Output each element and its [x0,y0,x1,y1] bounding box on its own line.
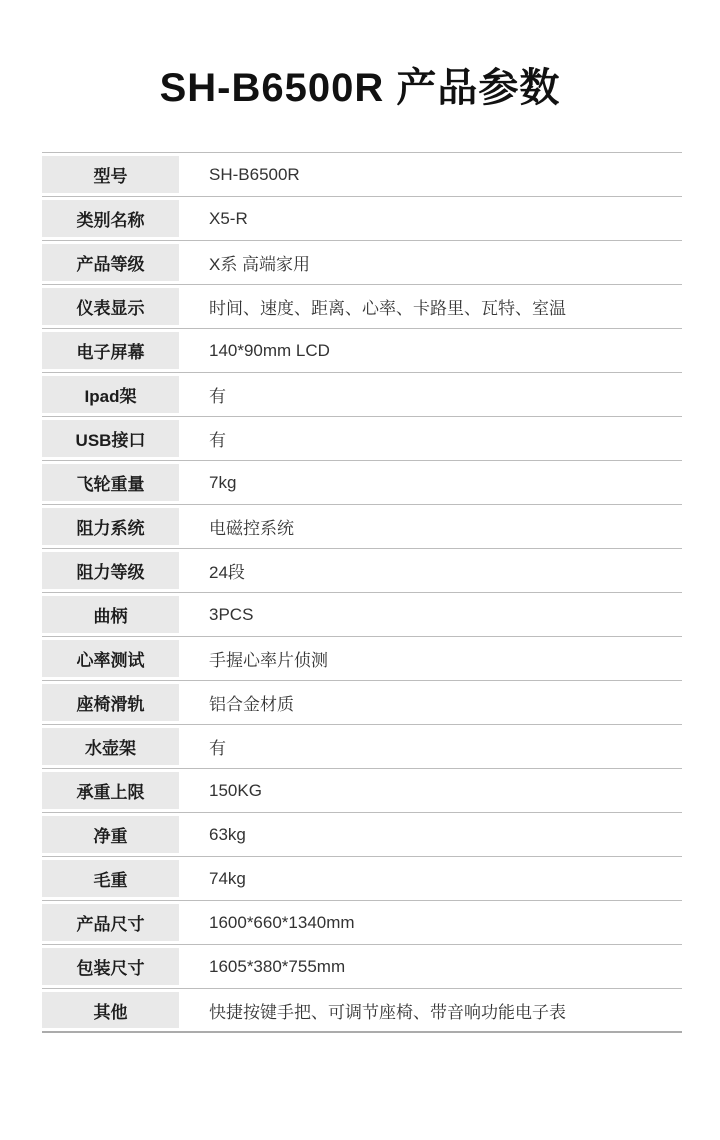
spec-value: 74kg [209,868,246,888]
spec-label: 心率测试 [76,651,145,670]
spec-label-cell [42,329,179,372]
spec-value-cell [179,329,682,372]
spec-value: X系 高端家用 [209,255,311,274]
spec-label: 阻力等级 [76,563,145,582]
spec-label-cell [42,769,179,812]
spec-value-cell [179,373,682,416]
spec-label: 承重上限 [76,783,145,802]
spec-label-cell [42,637,179,680]
table-row [42,989,682,1033]
spec-value: 有 [209,431,226,450]
spec-label-cell [42,857,179,900]
spec-value-cell [179,153,682,196]
spec-value: 24段 [209,563,245,582]
spec-value: 63kg [209,824,246,844]
spec-label: 仪表显示 [76,299,145,318]
spec-table [42,152,682,1033]
spec-value: 3PCS [209,604,254,624]
spec-label-cell [42,725,179,768]
table-row [42,549,682,593]
table-row [42,637,682,681]
spec-value-cell [179,901,682,944]
table-row [42,593,682,637]
spec-label-cell [42,197,179,240]
spec-label: 产品尺寸 [76,915,145,934]
spec-label-cell [42,945,179,988]
spec-value-cell [179,989,682,1031]
spec-value-cell [179,945,682,988]
spec-label-cell [42,681,179,724]
spec-label: 座椅滑轨 [76,695,145,714]
spec-value: 有 [209,739,226,758]
spec-label: 毛重 [93,871,128,890]
spec-value: X5-R [209,208,248,228]
table-row [42,681,682,725]
spec-label: 类别名称 [76,211,145,230]
spec-label: 电子屏幕 [76,343,145,362]
spec-value: 140*90mm LCD [209,340,330,360]
spec-value-cell [179,593,682,636]
table-row [42,153,682,197]
table-row [42,505,682,549]
spec-value-cell [179,769,682,812]
spec-value: 铝合金材质 [209,695,294,714]
spec-value-cell [179,505,682,548]
spec-value-cell [179,637,682,680]
spec-label-cell [42,373,179,416]
spec-label-cell [42,417,179,460]
table-row [42,725,682,769]
spec-label-cell [42,813,179,856]
spec-label: USB接口 [75,431,146,450]
spec-label-cell [42,989,179,1031]
spec-value-cell [179,197,682,240]
spec-value-cell [179,285,682,328]
spec-value: 手握心率片侦测 [209,651,328,670]
table-row [42,461,682,505]
spec-value: 7kg [209,472,237,492]
table-row [42,329,682,373]
spec-value: 快捷按键手把、可调节座椅、带音响功能电子表 [209,1002,566,1022]
spec-value: SH-B6500R [209,164,300,184]
spec-value: 电磁控系统 [209,519,294,538]
spec-value-cell [179,725,682,768]
spec-label-cell [42,901,179,944]
spec-label: 包装尺寸 [76,959,145,978]
table-row [42,813,682,857]
spec-label: 其他 [93,1002,128,1022]
spec-value: 1600*660*1340mm [209,912,355,932]
table-row [42,197,682,241]
spec-value-cell [179,681,682,724]
spec-value-cell [179,241,682,284]
spec-label-cell [42,593,179,636]
page-title: SH-B6500R 产品参数 [159,66,561,110]
spec-label: 产品等级 [76,255,145,274]
spec-label-cell [42,505,179,548]
spec-label-cell [42,285,179,328]
table-row [42,373,682,417]
spec-label: 型号 [93,167,128,186]
spec-value-cell [179,461,682,504]
table-row [42,241,682,285]
spec-label: 曲柄 [93,607,128,626]
spec-label-cell [42,461,179,504]
spec-label: 飞轮重量 [76,475,145,494]
spec-label: 净重 [93,827,128,846]
table-row [42,857,682,901]
spec-value-cell [179,857,682,900]
spec-label-cell [42,153,179,196]
spec-value: 1605*380*755mm [209,956,346,976]
table-row [42,769,682,813]
table-row [42,945,682,989]
spec-label: 阻力系统 [76,519,145,538]
spec-value-cell [179,813,682,856]
spec-value: 时间、速度、距离、心率、卡路里、瓦特、室温 [209,299,566,318]
table-row [42,285,682,329]
spec-label: Ipad架 [84,387,137,406]
spec-value-cell [179,417,682,460]
spec-value: 有 [209,387,226,406]
spec-value: 150KG [209,780,262,800]
table-row [42,417,682,461]
spec-label-cell [42,549,179,592]
spec-label: 水壶架 [85,739,136,758]
spec-value-cell [179,549,682,592]
table-row [42,901,682,945]
spec-label-cell [42,241,179,284]
